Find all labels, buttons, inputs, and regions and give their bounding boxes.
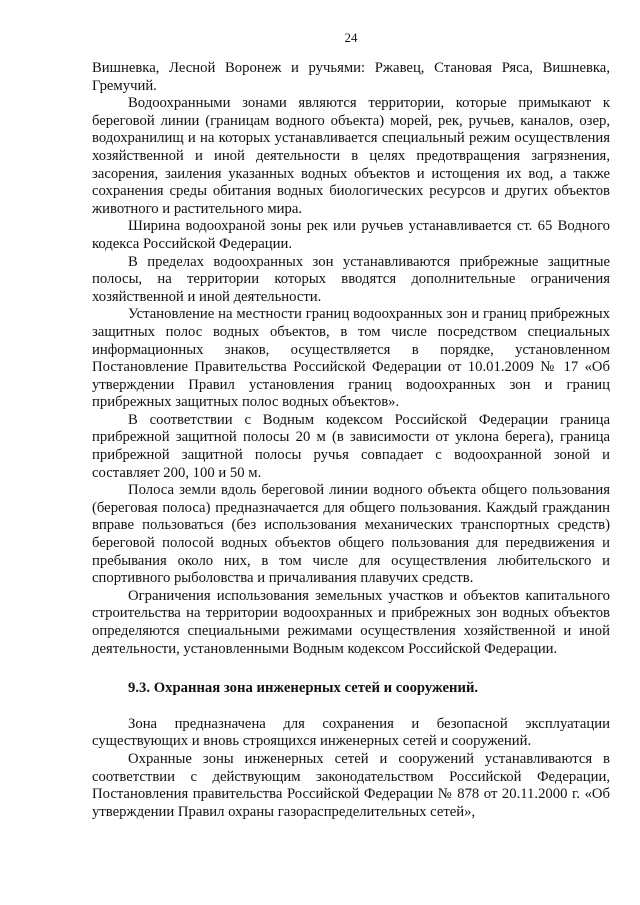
paragraph-water-protection-zones: Водоохранными зонами являются территории, которые примыкают к береговой линии (границам водного объекта) морей, рек, ручьев, каналов, озер, водохранилищ и на которых устанавливается специальный режим осуществления хозяйственной и иной деятельности в целях предотвращения загрязнения, засорения, заиления указанных водных объектов и истощения их вод, а также сохранения среды обитания водных биологических ресурсов и других объектов животного и растительного мира. [92, 95, 610, 217]
section-heading: 9.3. Охранная зона инженерных сетей и сооружений. [128, 680, 479, 697]
paragraph-coastal-strips: В пределах водоохранных зон устанавливаются прибрежные защитные полосы, на территории которых вводятся дополнительные ограничения хозяйственной и иной деятельности. [92, 253, 610, 305]
paragraph-protection-zones-legal: Охранные зоны инженерных сетей и сооружений устанавливаются в соответствии с действующим законодательством Российской Федерации, Постановления правительства Российской Федерации № 878 от 20.11.2000 г. «Об утверждении Правил охраны газораспределительных сетей», [92, 750, 610, 820]
page-content [92, 60, 610, 821]
paragraph-strip-width: В соответствии с Водным кодексом Российской Федерации граница прибрежной защитной полосы 20 м (в зависимости от уклона берега), граница прибрежной защитной полосы ручья совпадает с водоохранной зоной и составляет 200, 100 и 50 м. [92, 411, 610, 481]
paragraph-zone-purpose: Зона предназначена для сохранения и безопасной эксплуатации существующих и вновь строящихся инженерных сетей и сооружений. [92, 715, 610, 750]
paragraph-shore-strip: Полоса земли вдоль береговой линии водного объекта общего пользования (береговая полоса) предназначается для общего пользования. Каждый гражданин вправе пользоваться (без использования механических транспортных средств) береговой полосой водных объектов общего пользования для передвижения и пребывания около них, в том числе для осуществления любительского и спортивного рыболовства и причаливания плавучих средств. [92, 482, 610, 587]
page-number: 24 [344, 30, 358, 45]
paragraph-boundary-establishment: Установление на местности границ водоохранных зон и границ прибрежных защитных полос водных объектов, в том числе посредством специальных информационных знаков, осуществляется в порядке, установленном Постановление Правительства Российской Федерации от 10.01.2009 № 17 «Об утверждении Правил установления границ водоохранных зон и границ прибрежных защитных полос водных объектов». [92, 306, 610, 411]
paragraph-land-use-restrictions: Ограничения использования земельных участков и объектов капитального строительства на территории водоохранных и прибрежных зон водных объектов определяются специальными режимами осуществления хозяйственной и иной деятельности, установленными Водным кодексом Российской Федерации. [92, 587, 610, 657]
paragraph-zone-width: Ширина водоохраной зоны рек или ручьев устанавливается ст. 65 Водного кодекса Российской Федерации. [92, 218, 610, 252]
paragraph-continuation: Вишневка, Лесной Воронеж и ручьями: Ржавец, Становая Ряса, Вишневка, Гремучий. [92, 60, 610, 94]
